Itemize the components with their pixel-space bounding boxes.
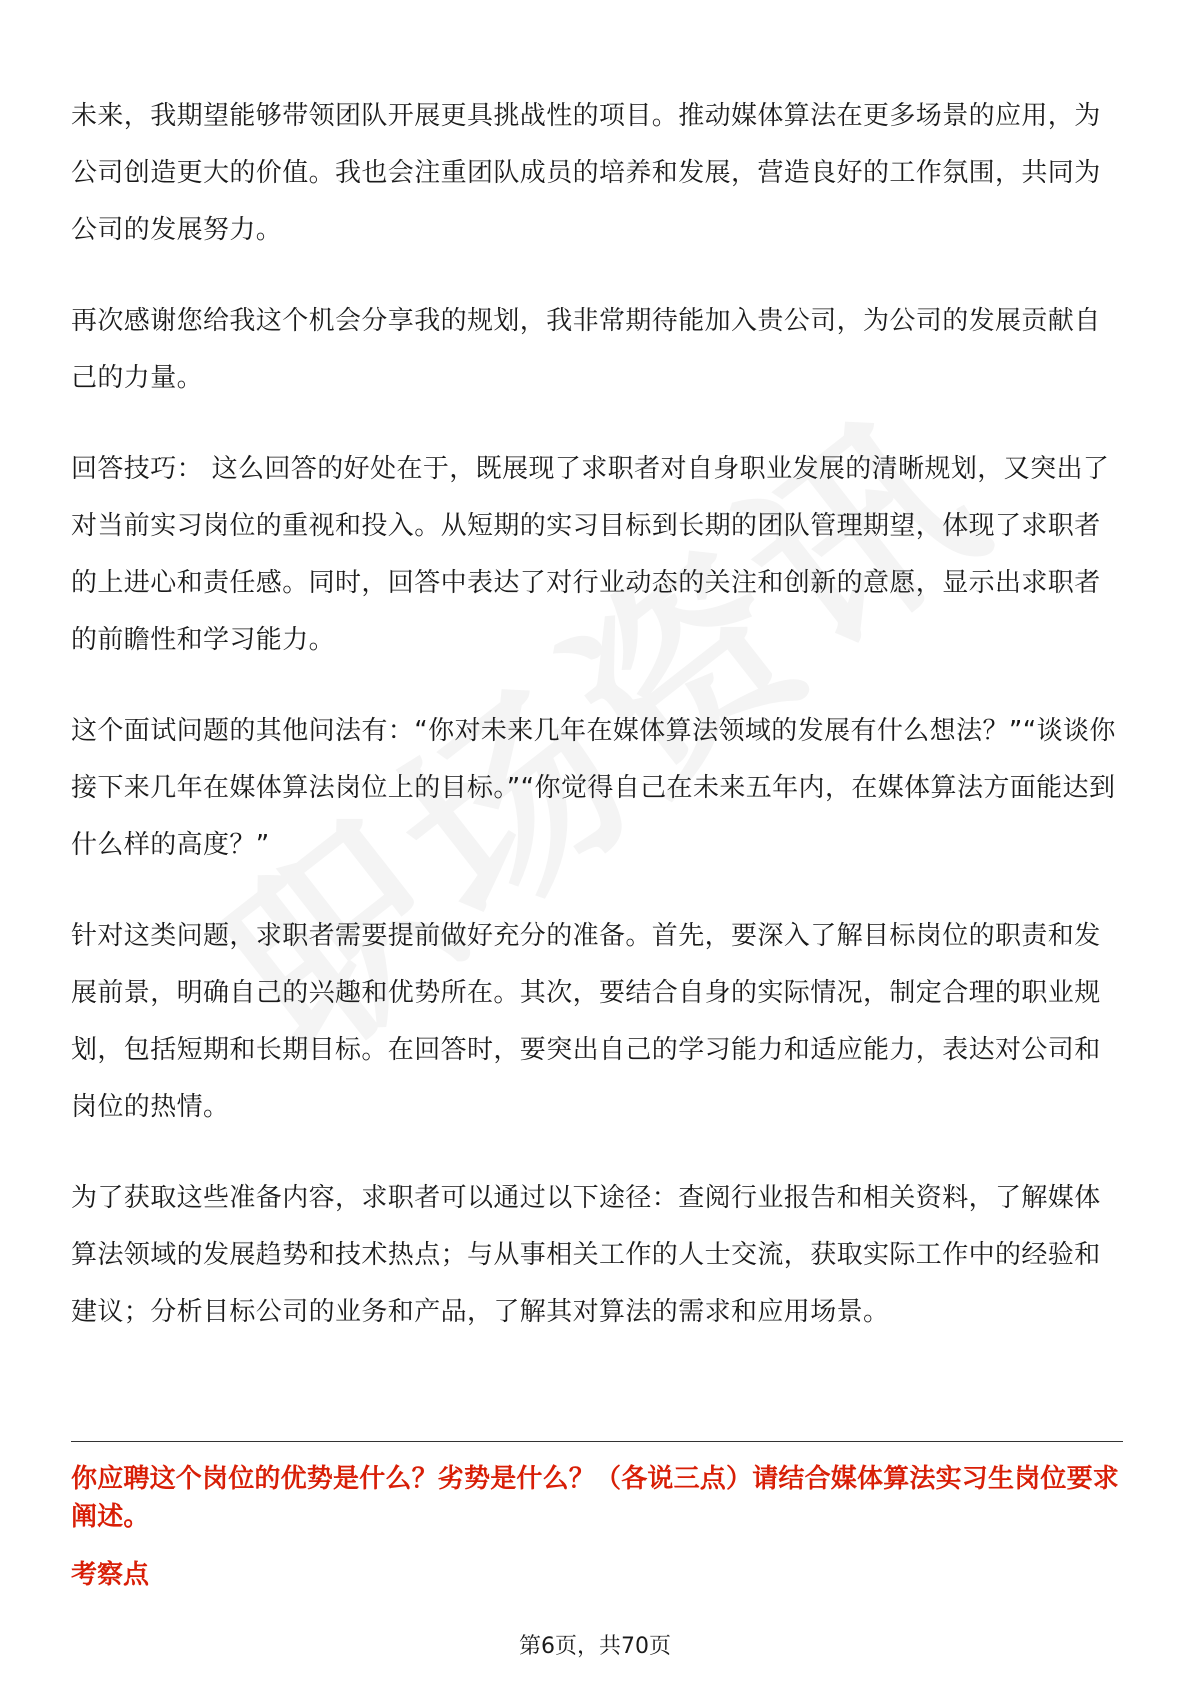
paragraph-alternative-questions: 这个面试问题的其他问法有：“你对未来几年在媒体算法领域的发展有什么想法？”“谈谈你接下来几年在媒体算法岗位上的目标。”“你觉得自己在未来五年内，在媒体算法方面能达到什么样的高度？” [71, 716, 1116, 860]
paragraph-preparation: 针对这类问题，求职者需要提前做好充分的准备。首先，要深入了解目标岗位的职责和发展前景，明确自己的兴趣和优势所在。其次，要结合自身的实际情况，制定合理的职业规划，包括短期和长期目标。在回答时，要突出自己的学习能力和适应能力，表达对公司和岗位的热情。 [71, 921, 1101, 1122]
page-number-footer: 第6页，共70页 [519, 1634, 671, 1659]
section-divider [71, 1441, 1123, 1442]
paragraph-future-plan: 未来，我期望能够带领团队开展更具挑战性的项目。推动媒体算法在更多场景的应用，为公司创造更大的价值。我也会注重团队成员的培养和发展，营造良好的工作氛围，共同为公司的发展努力。 [71, 101, 1101, 245]
paragraph-resources: 为了获取这些准备内容，求职者可以通过以下途径：查阅行业报告和相关资料，了解媒体算法领域的发展趋势和技术热点；与从事相关工作的人士交流，获取实际工作中的经验和建议；分析目标公司的业务和产品，了解其对算法的需求和应用场景。 [71, 1183, 1101, 1327]
assessment-points-label: 考察点 [71, 1560, 150, 1590]
document-body [71, 88, 1121, 1375]
interview-question-heading: 你应聘这个岗位的优势是什么？劣势是什么？（各说三点）请结合媒体算法实习生岗位要求阐述。 [71, 1464, 1120, 1532]
paragraph-thanks: 再次感谢您给我这个机会分享我的规划，我非常期待能加入贵公司，为公司的发展贡献自己的力量。 [71, 306, 1101, 393]
paragraph-answer-tips: 回答技巧： 这么回答的好处在于，既展现了求职者对自身职业发展的清晰规划，又突出了对当前实习岗位的重视和投入。从短期的实习目标到长期的团队管理期望，体现了求职者的上进心和责任感。同时，回答中表达了对行业动态的关注和创新的意愿，显示出求职者的前瞻性和学习能力。 [71, 454, 1110, 655]
